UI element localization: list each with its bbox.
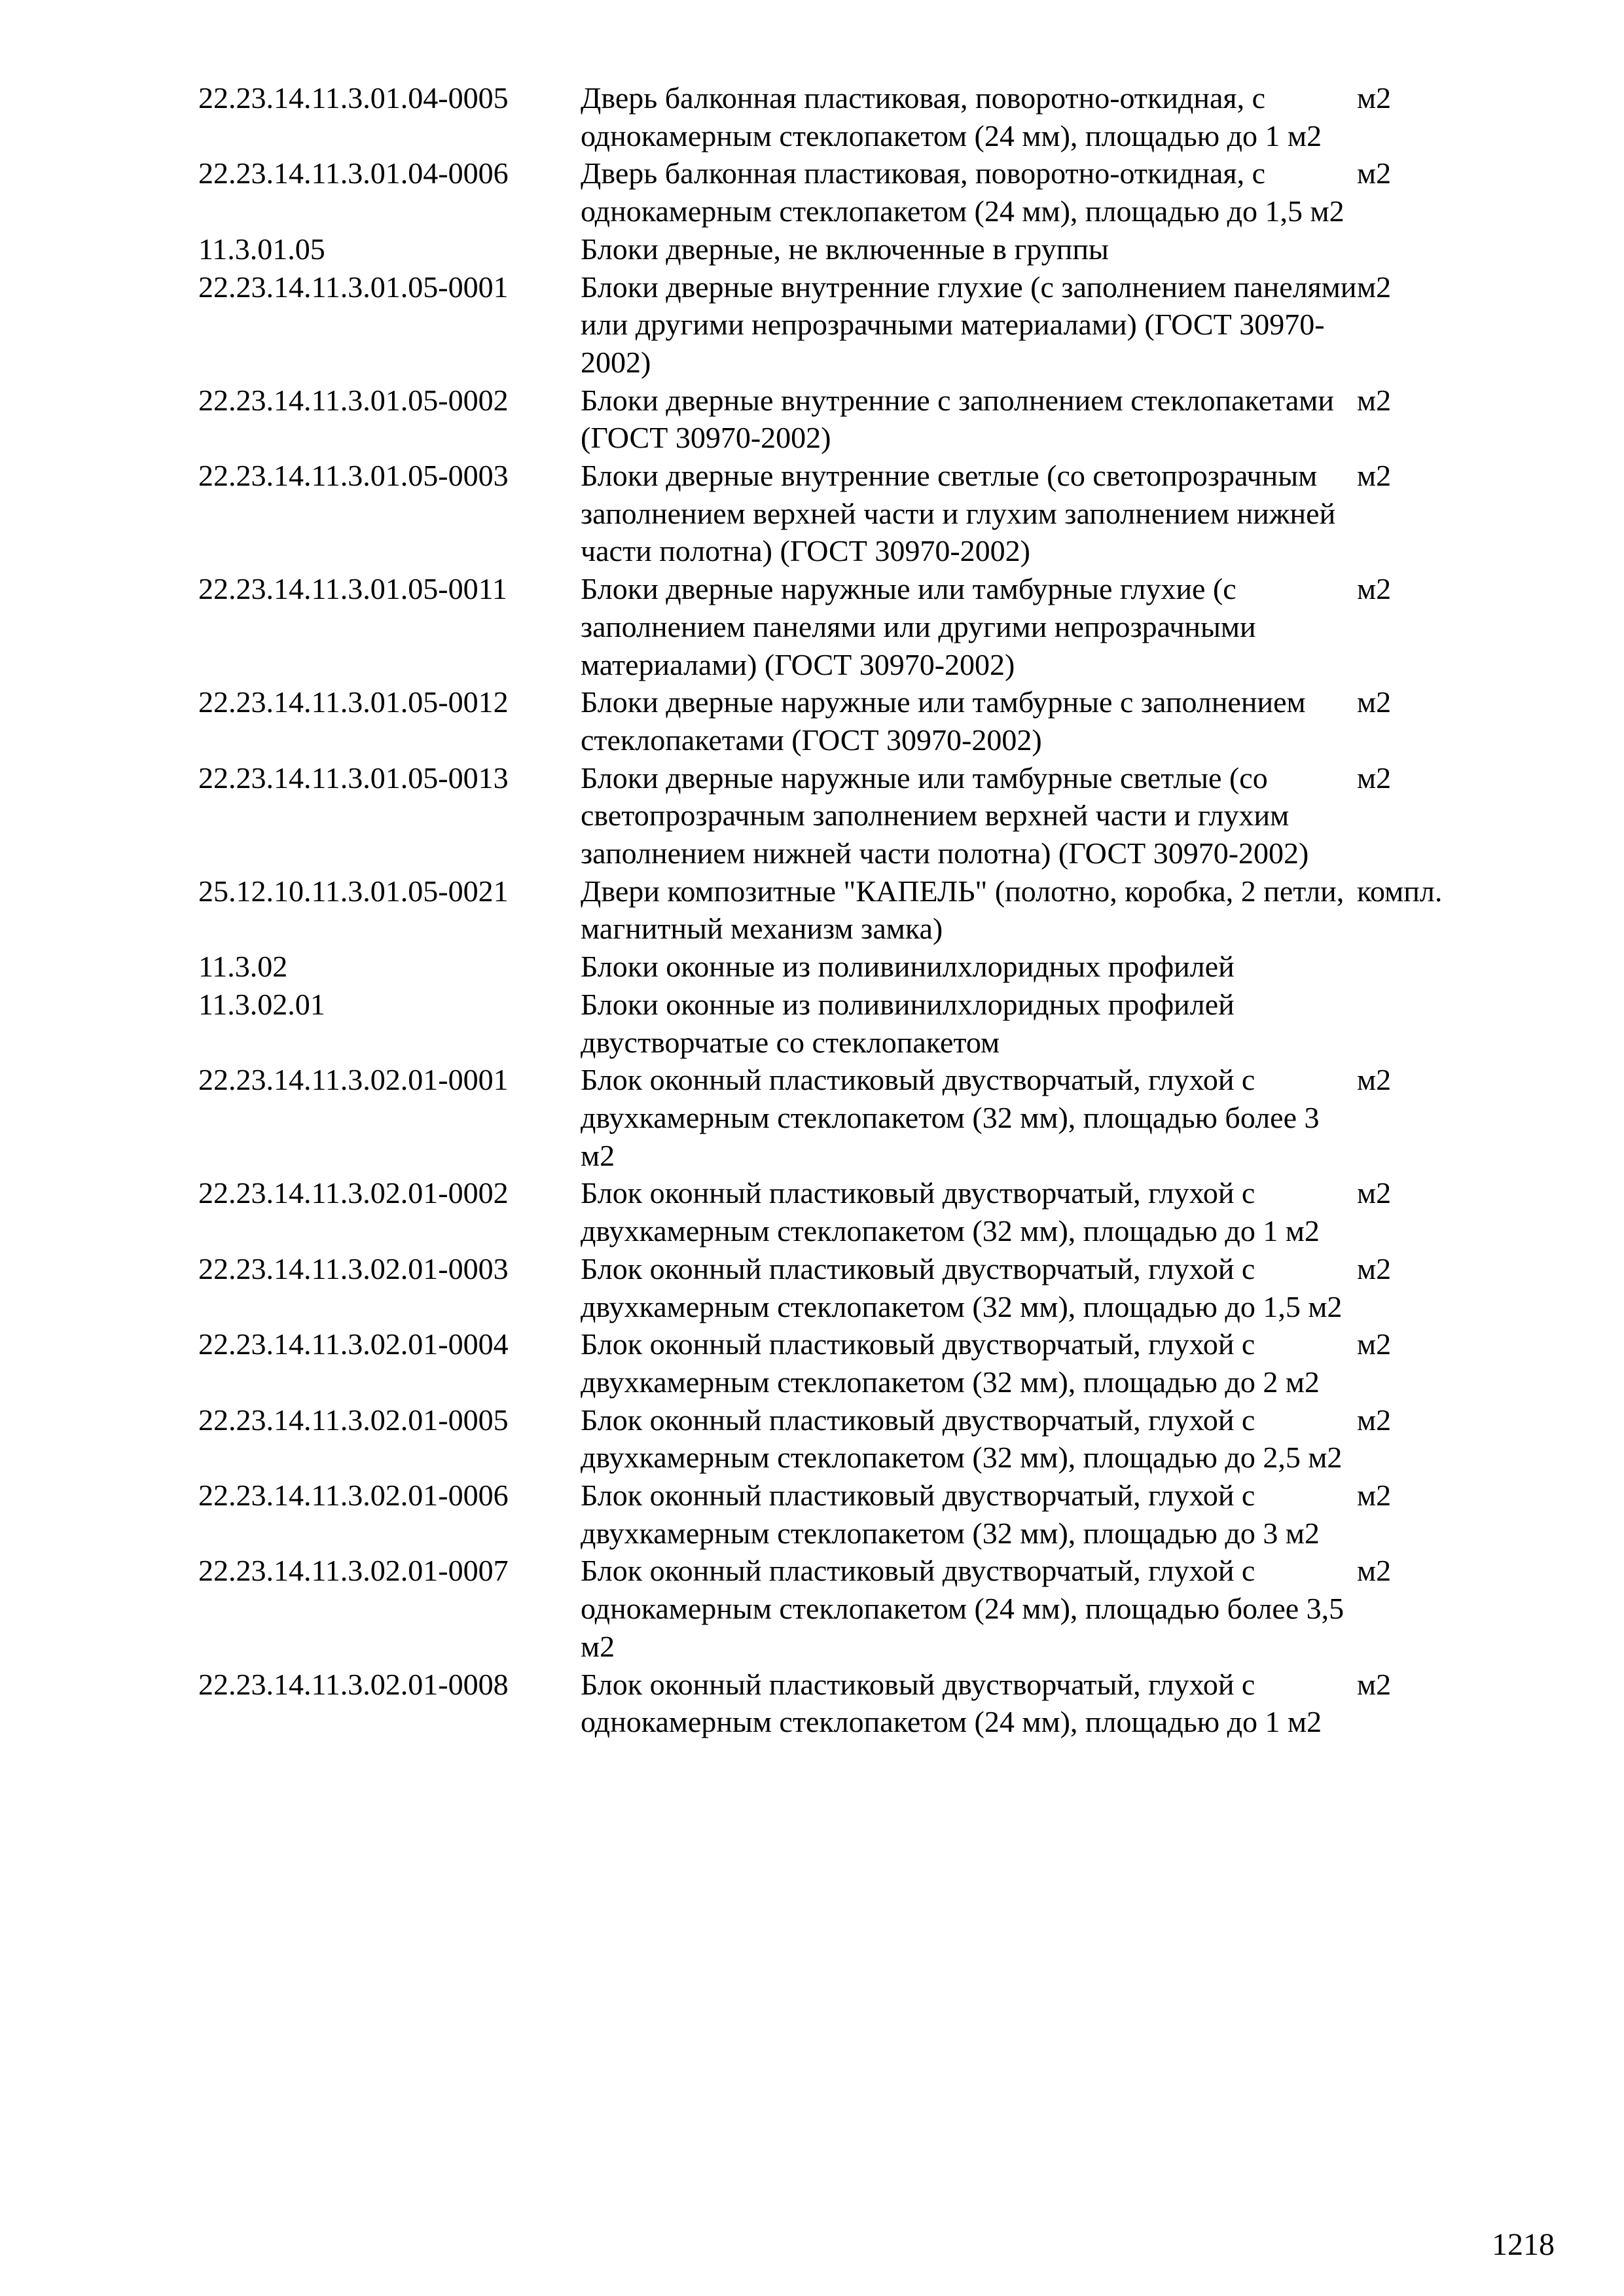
item-description: Блоки дверные внутренние светлые (со светопрозрачным заполнением верхней части и глухим заполнением нижней части полотна) (ГОСТ 30970-2002) <box>581 459 1336 568</box>
item-code: 22.23.14.11.3.02.01-0003 <box>198 1251 509 1285</box>
table-row <box>198 1061 1507 1174</box>
item-code: 22.23.14.11.3.01.04-0006 <box>198 156 509 190</box>
item-unit: м2 <box>1357 1554 1392 1588</box>
group-title: Блоки дверные, не включенные в группы <box>581 232 1109 266</box>
item-code: 22.23.14.11.3.01.05-0013 <box>198 761 509 795</box>
item-code: 25.12.10.11.3.01.05-0021 <box>198 874 509 908</box>
item-code: 22.23.14.11.3.02.01-0008 <box>198 1667 509 1701</box>
table-row <box>198 948 1507 986</box>
table-row <box>198 382 1507 457</box>
item-description: Блок оконный пластиковый двустворчатый, глухой с двухкамерным стеклопакетом (32 мм), площадью более 3 м2 <box>581 1063 1320 1172</box>
table-row <box>198 1174 1507 1249</box>
item-unit: м2 <box>1357 685 1392 719</box>
table-row <box>198 986 1507 1061</box>
item-unit: м2 <box>1357 383 1392 417</box>
table-row <box>198 759 1507 872</box>
item-code: 22.23.14.11.3.01.05-0001 <box>198 270 509 304</box>
table-row <box>198 1325 1507 1401</box>
item-description: Блок оконный пластиковый двустворчатый, глухой с двухкамерным стеклопакетом (32 мм), площадью до 2 м2 <box>581 1327 1320 1399</box>
item-unit: м2 <box>1357 1251 1392 1285</box>
table-row <box>198 1552 1507 1665</box>
item-unit: м2 <box>1357 1176 1392 1210</box>
item-code: 22.23.14.11.3.02.01-0004 <box>198 1327 509 1361</box>
item-unit: м2 <box>1357 1327 1392 1361</box>
item-description: Блок оконный пластиковый двустворчатый, глухой с двухкамерным стеклопакетом (32 мм), площадью до 3 м2 <box>581 1479 1320 1550</box>
item-description: Блоки дверные внутренние глухие (с заполнением панелями или другими непрозрачными материалами) (ГОСТ 30970-2002) <box>581 270 1357 379</box>
item-description: Блок оконный пластиковый двустворчатый, глухой с однокамерным стеклопакетом (24 мм), площадью до 1 м2 <box>581 1667 1322 1739</box>
item-description: Блоки дверные наружные или тамбурные глухие (с заполнением панелями или другими непрозрачными материалами) (ГОСТ 30970-2002) <box>581 572 1256 681</box>
item-code: 22.23.14.11.3.02.01-0001 <box>198 1063 509 1097</box>
item-code: 22.23.14.11.3.02.01-0007 <box>198 1554 509 1588</box>
table-row <box>198 457 1507 570</box>
item-unit: м2 <box>1357 81 1392 115</box>
table-row <box>198 230 1507 268</box>
item-unit: м2 <box>1357 459 1392 493</box>
item-description: Блок оконный пластиковый двустворчатый, глухой с двухкамерным стеклопакетом (32 мм), площадью до 2,5 м2 <box>581 1403 1343 1475</box>
table-row <box>198 872 1507 948</box>
item-unit: м2 <box>1357 1403 1392 1437</box>
item-unit: м2 <box>1357 572 1392 606</box>
item-code: 22.23.14.11.3.02.01-0006 <box>198 1479 509 1513</box>
table-row <box>198 79 1507 154</box>
item-unit: м2 <box>1357 156 1392 190</box>
item-description: Блоки дверные наружные или тамбурные с заполнением стеклопакетами (ГОСТ 30970-2002) <box>581 685 1306 757</box>
table-row <box>198 1477 1507 1552</box>
item-unit: м2 <box>1357 1063 1392 1097</box>
price-list-table <box>198 79 1507 1741</box>
table-row <box>198 154 1507 230</box>
table-row <box>198 683 1507 759</box>
item-unit: м2 <box>1357 270 1392 304</box>
item-code: 22.23.14.11.3.01.05-0011 <box>198 572 507 606</box>
table-row <box>198 1401 1507 1477</box>
item-code: 22.23.14.11.3.01.05-0002 <box>198 383 509 417</box>
item-code: 22.23.14.11.3.01.05-0012 <box>198 685 509 719</box>
group-code: 11.3.02.01 <box>198 987 325 1021</box>
group-code: 11.3.02 <box>198 950 288 984</box>
item-unit: м2 <box>1357 1667 1392 1701</box>
item-description: Блоки дверные наружные или тамбурные светлые (со светопрозрачным заполнением верхней части и глухим заполнением нижней части полотна) (ГОСТ 30970-2002) <box>581 761 1309 870</box>
group-title: Блоки оконные из поливинилхлоридных профилей <box>581 950 1235 984</box>
group-title: Блоки оконные из поливинилхлоридных профилей двустворчатые со стеклопакетом <box>581 987 1235 1059</box>
item-code: 22.23.14.11.3.02.01-0002 <box>198 1176 509 1210</box>
item-unit: м2 <box>1357 1479 1392 1513</box>
item-code: 22.23.14.11.3.01.05-0003 <box>198 459 509 493</box>
group-code: 11.3.01.05 <box>198 232 325 266</box>
item-unit: компл. <box>1357 874 1443 908</box>
table-row <box>198 1666 1507 1741</box>
item-code: 22.23.14.11.3.01.04-0005 <box>198 81 509 115</box>
item-description: Блок оконный пластиковый двустворчатый, глухой с однокамерным стеклопакетом (24 мм), площадью более 3,5 м2 <box>581 1554 1344 1663</box>
item-code: 22.23.14.11.3.02.01-0005 <box>198 1403 509 1437</box>
table-row <box>198 268 1507 382</box>
page-number: 1218 <box>1492 2227 1555 2262</box>
item-description: Дверь балконная пластиковая, поворотно-откидная, с однокамерным стеклопакетом (24 мм), площадью до 1 м2 <box>581 81 1322 152</box>
table-row <box>198 570 1507 683</box>
table-row <box>198 1250 1507 1325</box>
item-description: Блок оконный пластиковый двустворчатый, глухой с двухкамерным стеклопакетом (32 мм), площадью до 1 м2 <box>581 1176 1320 1248</box>
item-description: Дверь балконная пластиковая, поворотно-откидная, с однокамерным стеклопакетом (24 мм), площадью до 1,5 м2 <box>581 156 1344 228</box>
item-description: Блок оконный пластиковый двустворчатый, глухой с двухкамерным стеклопакетом (32 мм), площадью до 1,5 м2 <box>581 1251 1343 1323</box>
item-description: Двери композитные "КАПЕЛЬ" (полотно, коробка, 2 петли, магнитный механизм замка) <box>581 874 1344 946</box>
item-unit: м2 <box>1357 761 1392 795</box>
item-description: Блоки дверные внутренние с заполнением стеклопакетами (ГОСТ 30970-2002) <box>581 383 1334 455</box>
